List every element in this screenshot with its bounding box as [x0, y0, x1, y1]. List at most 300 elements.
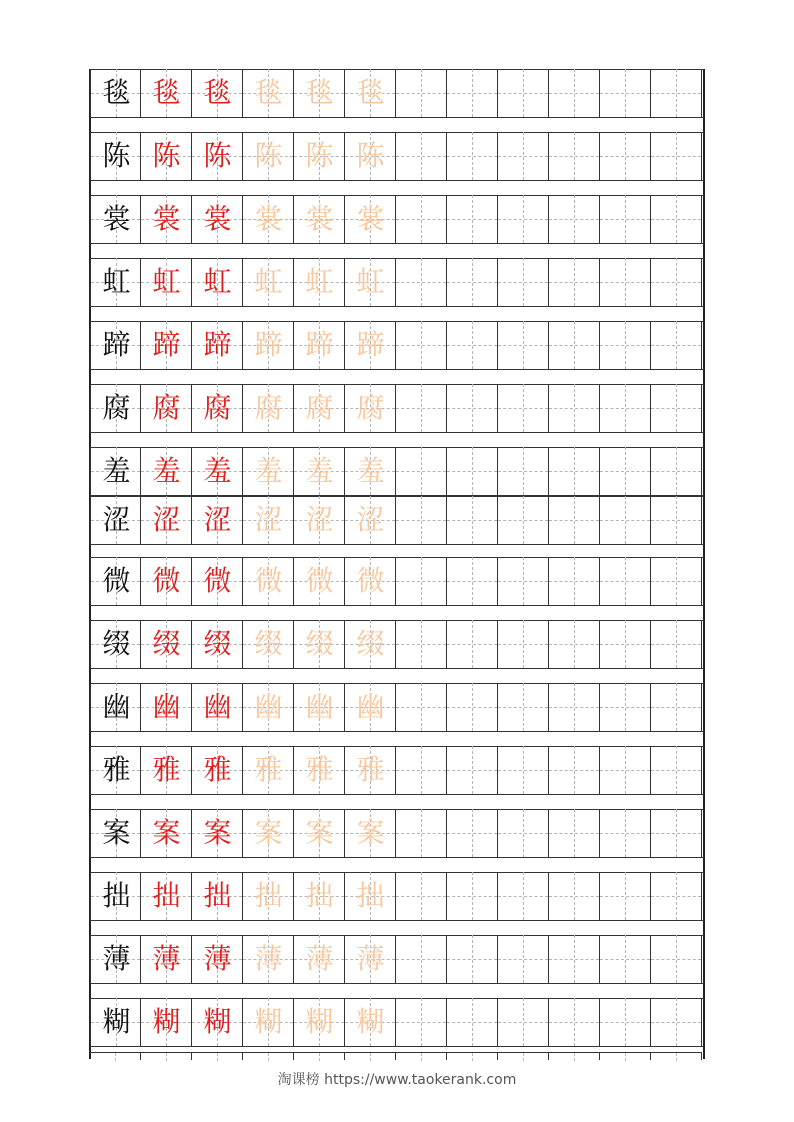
model-character: 羞: [203, 454, 232, 487]
model-character: 蹄: [152, 328, 181, 361]
guide-line-vertical: [574, 935, 575, 983]
writing-cell: [498, 809, 549, 857]
writing-cell: [90, 998, 141, 1046]
next-row-cell-edge: [446, 1053, 447, 1060]
guide-line-vertical: [421, 384, 422, 432]
model-character: 蹄: [203, 328, 232, 361]
model-character: 陈: [203, 139, 232, 172]
guide-line-vertical: [421, 195, 422, 243]
writing-cell: [396, 69, 447, 117]
guide-line-vertical: [421, 809, 422, 857]
trace-character: 薄: [254, 942, 283, 975]
guide-line-vertical: [472, 935, 473, 983]
writing-cell: [294, 872, 345, 920]
guide-line-vertical: [625, 384, 626, 432]
model-character: 幽: [203, 690, 232, 723]
writing-cell: [600, 557, 651, 605]
writing-cell: [141, 447, 192, 495]
trace-character: 案: [305, 816, 334, 849]
trace-character: 案: [254, 816, 283, 849]
guide-line-vertical: [625, 683, 626, 731]
writing-cell: [549, 258, 600, 306]
trace-character: 雅: [254, 753, 283, 786]
guide-line-vertical: [574, 447, 575, 495]
guide-line-vertical: [472, 258, 473, 306]
writing-cell: [141, 195, 192, 243]
writing-cell: [447, 557, 498, 605]
practice-row: [90, 683, 704, 731]
writing-cell: [243, 384, 294, 432]
writing-cell: [294, 384, 345, 432]
guide-line-vertical: [676, 809, 677, 857]
guide-line-vertical: [421, 258, 422, 306]
writing-cell: [549, 321, 600, 369]
row-bottom-line: [90, 1046, 704, 1047]
practice-row: [90, 69, 704, 117]
next-row-cell-edge: [599, 1053, 600, 1060]
writing-cell: [651, 746, 702, 794]
writing-cell: [600, 195, 651, 243]
writing-cell: [447, 935, 498, 983]
model-character: 案: [203, 816, 232, 849]
writing-cell: [651, 132, 702, 180]
trace-character: 毯: [254, 76, 283, 109]
guide-line-vertical: [625, 998, 626, 1046]
writing-cell: [600, 258, 651, 306]
writing-cell: [345, 998, 396, 1046]
writing-cell: [447, 384, 498, 432]
writing-cell: [243, 746, 294, 794]
guide-line-vertical: [421, 69, 422, 117]
guide-line-vertical: [676, 132, 677, 180]
trace-character: 缀: [356, 627, 385, 660]
writing-cell: [345, 683, 396, 731]
writing-cell: [90, 321, 141, 369]
writing-cell: [498, 321, 549, 369]
trace-character: 羞: [305, 454, 334, 487]
guide-line-vertical: [523, 258, 524, 306]
row-bottom-line: [90, 432, 704, 433]
writing-cell: [447, 132, 498, 180]
writing-cell: [396, 321, 447, 369]
model-character: 薄: [152, 942, 181, 975]
next-row-guide: [166, 1053, 167, 1061]
writing-cell: [600, 69, 651, 117]
trace-character: 羞: [254, 454, 283, 487]
next-row-top-line: [90, 1052, 702, 1053]
writing-cell: [498, 746, 549, 794]
guide-line-vertical: [421, 447, 422, 495]
guide-line-vertical: [523, 496, 524, 544]
model-character: 缀: [152, 627, 181, 660]
row-bottom-line: [90, 180, 704, 181]
guide-line-vertical: [523, 321, 524, 369]
next-row-guide: [472, 1053, 473, 1061]
guide-line-vertical: [523, 557, 524, 605]
guide-line-vertical: [676, 321, 677, 369]
writing-cell: [243, 321, 294, 369]
writing-cell: [600, 683, 651, 731]
row-bottom-line: [90, 605, 704, 606]
writing-cell: [192, 384, 243, 432]
next-row-guide: [676, 1053, 677, 1061]
trace-character: 腐: [305, 391, 334, 424]
next-row-guide: [370, 1053, 371, 1061]
writing-cell: [498, 447, 549, 495]
writing-cell: [192, 809, 243, 857]
row-bottom-line: [90, 306, 704, 307]
writing-cell: [600, 132, 651, 180]
model-character: 裳: [203, 202, 232, 235]
writing-cell: [243, 935, 294, 983]
trace-character: 微: [305, 564, 334, 597]
trace-character: 裳: [305, 202, 334, 235]
writing-cell: [549, 872, 600, 920]
writing-cell: [294, 557, 345, 605]
writing-cell: [498, 557, 549, 605]
model-character: 毯: [152, 76, 181, 109]
trace-character: 涩: [356, 503, 385, 536]
guide-line-vertical: [676, 195, 677, 243]
writing-cell: [294, 258, 345, 306]
writing-cell: [90, 746, 141, 794]
practice-row: [90, 321, 704, 369]
guide-line-vertical: [625, 132, 626, 180]
writing-cell: [651, 384, 702, 432]
writing-cell: [549, 935, 600, 983]
writing-cell: [192, 935, 243, 983]
writing-cell: [651, 496, 702, 544]
practice-row: [90, 746, 704, 794]
guide-line-vertical: [523, 69, 524, 117]
guide-line-vertical: [676, 69, 677, 117]
writing-cell: [345, 872, 396, 920]
writing-cell: [447, 496, 498, 544]
practice-row: [90, 620, 704, 668]
trace-character: 微: [356, 564, 385, 597]
row-bottom-line: [90, 983, 704, 984]
guide-line-vertical: [574, 620, 575, 668]
guide-line-vertical: [472, 384, 473, 432]
writing-cell: [90, 195, 141, 243]
guide-line-vertical: [676, 258, 677, 306]
writing-cell: [600, 384, 651, 432]
model-character: 雅: [203, 753, 232, 786]
writing-cell: [243, 496, 294, 544]
trace-character: 虹: [305, 265, 334, 298]
writing-cell: [90, 872, 141, 920]
writing-cell: [447, 620, 498, 668]
writing-cell: [243, 69, 294, 117]
writing-cell: [294, 683, 345, 731]
row-bottom-line: [90, 544, 704, 545]
trace-character: 拙: [356, 879, 385, 912]
guide-line-vertical: [472, 321, 473, 369]
guide-line-vertical: [421, 321, 422, 369]
guide-line-vertical: [472, 809, 473, 857]
writing-cell: [396, 258, 447, 306]
trace-character: 拙: [305, 879, 334, 912]
guide-line-vertical: [574, 746, 575, 794]
guide-line-vertical: [574, 998, 575, 1046]
writing-cell: [345, 195, 396, 243]
guide-line-vertical: [472, 132, 473, 180]
writing-cell: [498, 195, 549, 243]
practice-row: [90, 935, 704, 983]
guide-line-vertical: [523, 384, 524, 432]
trace-character: 薄: [356, 942, 385, 975]
trace-character: 糊: [305, 1005, 334, 1038]
writing-cell: [549, 447, 600, 495]
guide-line-vertical: [472, 69, 473, 117]
guide-line-vertical: [421, 557, 422, 605]
writing-cell: [90, 384, 141, 432]
trace-character: 腐: [254, 391, 283, 424]
writing-cell: [549, 195, 600, 243]
next-row-cell-edge: [395, 1053, 396, 1060]
writing-cell: [141, 69, 192, 117]
writing-cell: [192, 69, 243, 117]
model-character: 腐: [203, 391, 232, 424]
writing-cell: [192, 683, 243, 731]
writing-cell: [498, 384, 549, 432]
writing-cell: [141, 557, 192, 605]
guide-line-vertical: [676, 557, 677, 605]
guide-line-vertical: [625, 809, 626, 857]
guide-line-vertical: [676, 384, 677, 432]
guide-line-vertical: [574, 69, 575, 117]
guide-line-vertical: [472, 496, 473, 544]
model-character: 陈: [152, 139, 181, 172]
writing-cell: [549, 132, 600, 180]
model-character: 腐: [152, 391, 181, 424]
guide-line-vertical: [472, 998, 473, 1046]
next-row-cell-edge: [191, 1053, 192, 1060]
writing-cell: [141, 620, 192, 668]
guide-line-vertical: [676, 683, 677, 731]
writing-cell: [90, 258, 141, 306]
writing-cell: [651, 872, 702, 920]
writing-cell: [345, 935, 396, 983]
trace-character: 幽: [356, 690, 385, 723]
writing-cell: [498, 69, 549, 117]
writing-cell: [651, 809, 702, 857]
guide-line-vertical: [523, 872, 524, 920]
model-character: 羞: [152, 454, 181, 487]
writing-cell: [90, 69, 141, 117]
guide-line-vertical: [574, 809, 575, 857]
guide-line-vertical: [676, 998, 677, 1046]
writing-cell: [141, 872, 192, 920]
writing-cell: [90, 557, 141, 605]
practice-row: [90, 132, 704, 180]
writing-cell: [498, 872, 549, 920]
reference-character: 缀: [102, 627, 131, 660]
writing-cell: [600, 620, 651, 668]
guide-line-vertical: [421, 620, 422, 668]
writing-cell: [243, 447, 294, 495]
writing-cell: [396, 132, 447, 180]
writing-cell: [243, 195, 294, 243]
writing-cell: [651, 69, 702, 117]
trace-character: 陈: [356, 139, 385, 172]
writing-cell: [396, 809, 447, 857]
guide-line-vertical: [574, 872, 575, 920]
writing-cell: [396, 998, 447, 1046]
trace-character: 蹄: [305, 328, 334, 361]
writing-cell: [600, 321, 651, 369]
guide-line-vertical: [472, 746, 473, 794]
next-row-guide: [319, 1053, 320, 1061]
guide-line-vertical: [574, 321, 575, 369]
trace-character: 陈: [254, 139, 283, 172]
guide-line-vertical: [523, 809, 524, 857]
row-bottom-line: [90, 857, 704, 858]
model-character: 微: [203, 564, 232, 597]
writing-cell: [549, 384, 600, 432]
trace-character: 腐: [356, 391, 385, 424]
writing-cell: [294, 809, 345, 857]
writing-cell: [141, 746, 192, 794]
trace-character: 案: [356, 816, 385, 849]
practice-row: [90, 195, 704, 243]
trace-character: 羞: [356, 454, 385, 487]
writing-cell: [345, 496, 396, 544]
trace-character: 缀: [305, 627, 334, 660]
next-row-guide: [523, 1053, 524, 1061]
next-row-guide: [268, 1053, 269, 1061]
model-character: 裳: [152, 202, 181, 235]
writing-cell: [345, 809, 396, 857]
footer-watermark: 淘课榜 https://www.taokerank.com: [277, 1072, 517, 1088]
guide-line-vertical: [676, 620, 677, 668]
guide-line-vertical: [523, 195, 524, 243]
trace-character: 虹: [356, 265, 385, 298]
trace-character: 裳: [356, 202, 385, 235]
trace-character: 毯: [356, 76, 385, 109]
reference-character: 毯: [102, 76, 131, 109]
writing-cell: [651, 557, 702, 605]
writing-cell: [498, 496, 549, 544]
writing-cell: [396, 384, 447, 432]
writing-cell: [345, 258, 396, 306]
writing-cell: [549, 69, 600, 117]
writing-cell: [141, 258, 192, 306]
guide-line-vertical: [523, 620, 524, 668]
writing-cell: [345, 384, 396, 432]
writing-cell: [345, 69, 396, 117]
guide-line-vertical: [625, 872, 626, 920]
guide-line-vertical: [523, 935, 524, 983]
guide-line-vertical: [472, 195, 473, 243]
row-bottom-line: [90, 731, 704, 732]
next-row-guide: [115, 1053, 116, 1061]
guide-line-vertical: [676, 746, 677, 794]
writing-cell: [498, 620, 549, 668]
writing-cell: [396, 872, 447, 920]
row-bottom-line: [90, 117, 704, 118]
writing-cell: [600, 496, 651, 544]
model-character: 雅: [152, 753, 181, 786]
writing-cell: [396, 746, 447, 794]
guide-line-vertical: [421, 496, 422, 544]
next-row-guide: [625, 1053, 626, 1061]
writing-cell: [651, 998, 702, 1046]
writing-cell: [90, 683, 141, 731]
next-row-guide: [421, 1053, 422, 1061]
writing-cell: [294, 746, 345, 794]
row-bottom-line: [90, 794, 704, 795]
row-bottom-line: [90, 668, 704, 669]
trace-character: 蹄: [254, 328, 283, 361]
trace-character: 陈: [305, 139, 334, 172]
guide-line-vertical: [676, 447, 677, 495]
writing-cell: [447, 321, 498, 369]
writing-cell: [243, 872, 294, 920]
model-character: 拙: [203, 879, 232, 912]
reference-character: 陈: [102, 139, 131, 172]
guide-line-vertical: [625, 69, 626, 117]
writing-cell: [651, 321, 702, 369]
model-character: 糊: [203, 1005, 232, 1038]
guide-line-vertical: [574, 683, 575, 731]
guide-line-vertical: [472, 872, 473, 920]
guide-line-vertical: [574, 557, 575, 605]
writing-cell: [345, 447, 396, 495]
writing-cell: [243, 557, 294, 605]
writing-cell: [294, 998, 345, 1046]
writing-cell: [549, 746, 600, 794]
writing-cell: [600, 809, 651, 857]
reference-character: 裳: [102, 202, 131, 235]
writing-cell: [396, 496, 447, 544]
writing-cell: [141, 683, 192, 731]
trace-character: 蹄: [356, 328, 385, 361]
guide-line-vertical: [523, 132, 524, 180]
reference-character: 幽: [102, 690, 131, 723]
writing-cell: [447, 746, 498, 794]
writing-cell: [141, 132, 192, 180]
guide-line-vertical: [472, 683, 473, 731]
writing-cell: [141, 935, 192, 983]
writing-cell: [345, 321, 396, 369]
writing-cell: [192, 998, 243, 1046]
guide-line-vertical: [625, 496, 626, 544]
writing-cell: [141, 496, 192, 544]
guide-line-vertical: [574, 384, 575, 432]
model-character: 虹: [203, 265, 232, 298]
writing-cell: [651, 620, 702, 668]
model-character: 涩: [152, 503, 181, 536]
writing-cell: [90, 620, 141, 668]
writing-cell: [192, 496, 243, 544]
next-row-cell-edge: [497, 1053, 498, 1060]
guide-line-vertical: [625, 195, 626, 243]
writing-cell: [243, 683, 294, 731]
writing-cell: [243, 809, 294, 857]
writing-cell: [90, 809, 141, 857]
writing-cell: [192, 447, 243, 495]
guide-line-vertical: [625, 258, 626, 306]
writing-cell: [294, 620, 345, 668]
writing-cell: [192, 132, 243, 180]
writing-cell: [651, 258, 702, 306]
writing-cell: [192, 321, 243, 369]
trace-character: 涩: [254, 503, 283, 536]
practice-row: [90, 998, 704, 1046]
guide-line-vertical: [574, 195, 575, 243]
writing-cell: [294, 321, 345, 369]
